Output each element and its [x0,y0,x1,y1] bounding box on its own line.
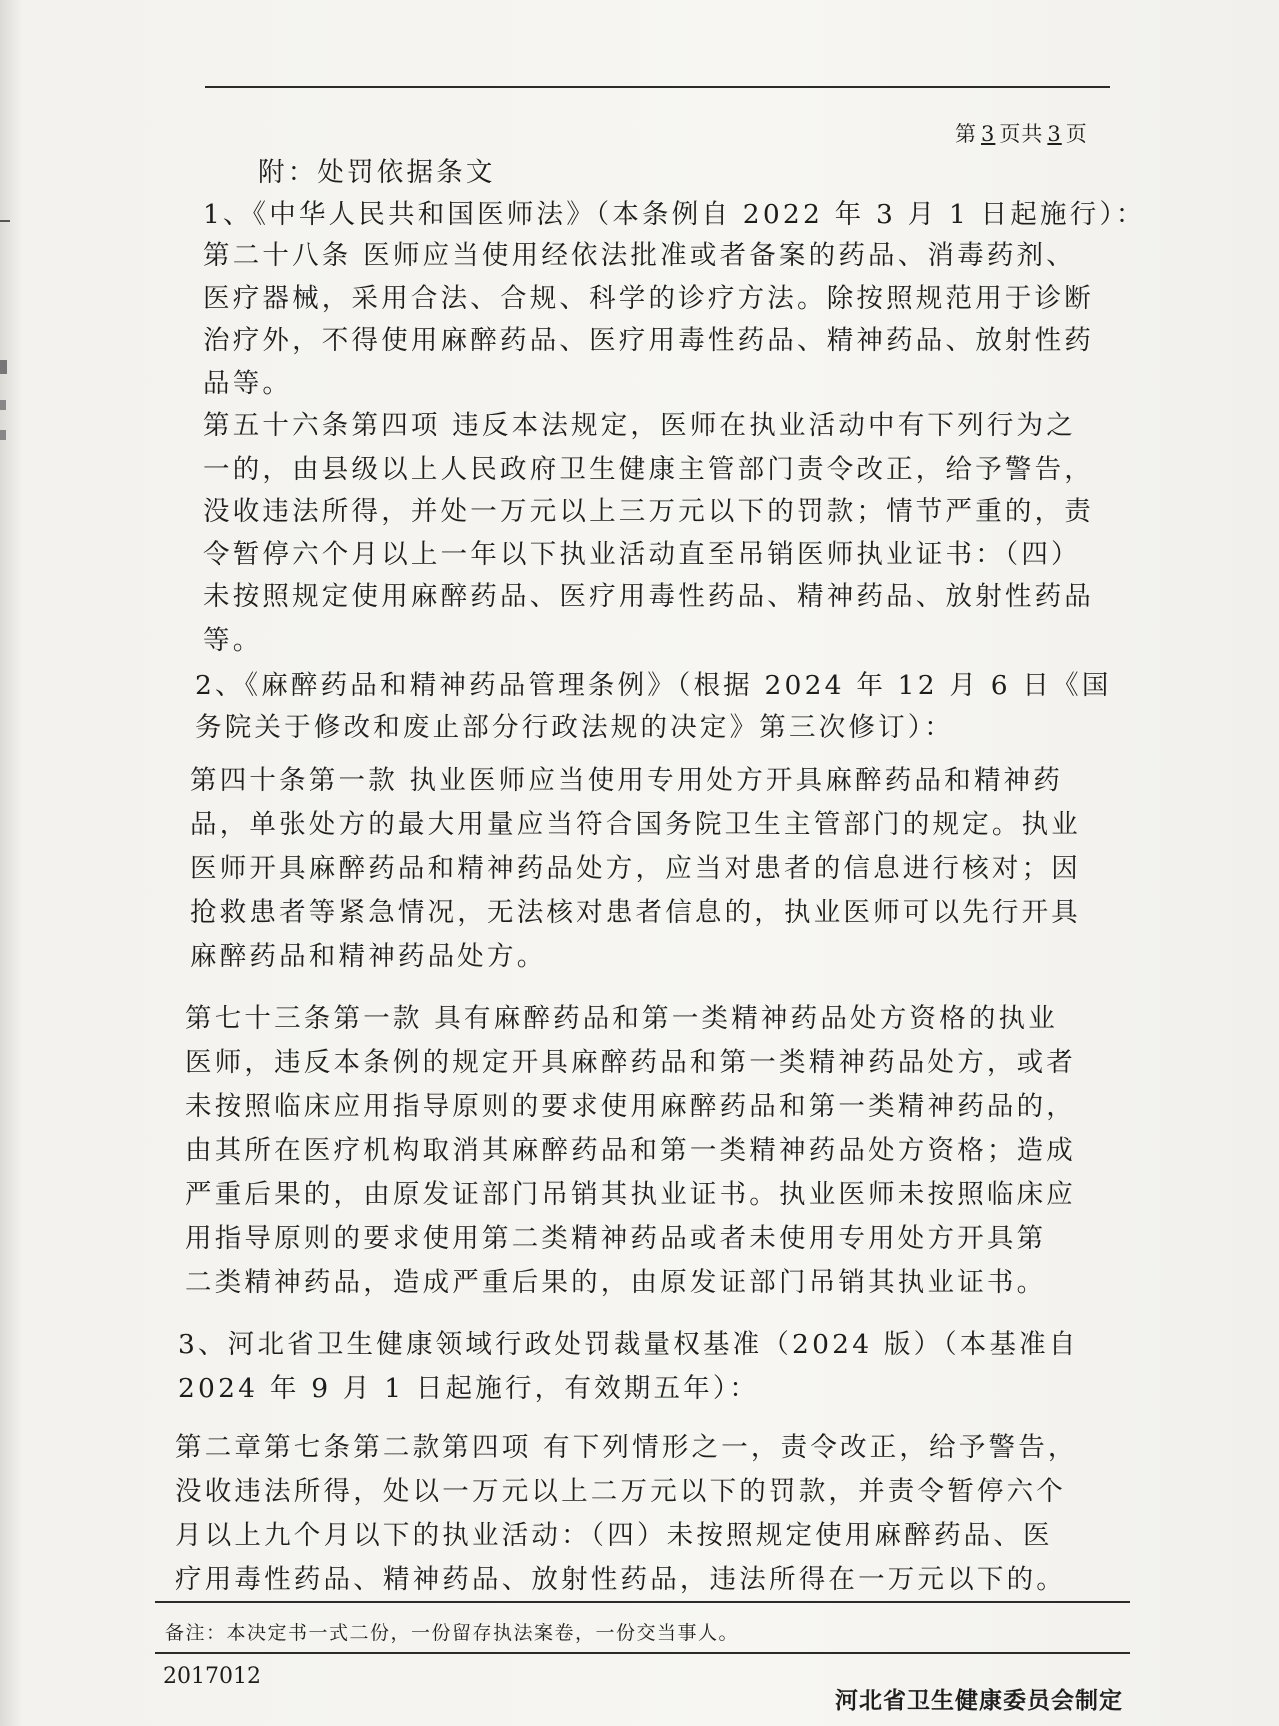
body-line: 1、《中华人民共和国医师法》（本条例自 2022 年 3 月 1 日起施行）： [203,199,1146,230]
body-line: 令暂停六个月以上一年以下执业活动直至吊销医师执业证书：（四） [203,539,1081,570]
issuer-label: 河北省卫生健康委员会制定 [835,1688,1123,1714]
body-line: 未按照规定使用麻醉药品、医疗用毒性药品、精神药品、放射性药品 [203,581,1094,612]
form-code: 2017012 [163,1664,261,1689]
scan-edge-mark [0,400,6,410]
body-line: 务院关于修改和废止部分行政法规的决定》第三次修订）： [195,712,954,743]
body-line: 抢救患者等紧急情况，无法核对患者信息的，执业医师可以先行开具 [190,897,1081,928]
body-line: 2024 年 9 月 1 日起施行，有效期五年）： [178,1373,760,1404]
scan-edge-mark [0,220,10,222]
body-line: 严重后果的，由原发证部门吊销其执业证书。执业医师未按照临床应 [185,1179,1076,1210]
body-line: 治疗外，不得使用麻醉药品、医疗用毒性药品、精神药品、放射性药 [203,325,1094,356]
body-line: 未按照临床应用指导原则的要求使用麻醉药品和第一类精神药品的， [185,1091,1076,1122]
body-line: 第七十三条第一款 具有麻醉药品和第一类精神药品处方资格的执业 [185,1003,1058,1034]
body-line: 月以上九个月以下的执业活动：（四）未按照规定使用麻醉药品、医 [175,1520,1053,1551]
scan-edge-mark [0,430,6,440]
body-line: 没收违法所得，处以一万元以上二万元以下的罚款，并责令暂停六个 [175,1476,1066,1507]
footer-rule [155,1652,1130,1654]
body-line: 医师，违反本条例的规定开具麻醉药品和第一类精神药品处方，或者 [185,1047,1076,1078]
body-line: 2、《麻醉药品和精神药品管理条例》（根据 2024 年 12 月 6 日《国 [195,670,1112,701]
body-line: 第二章第七条第二款第四项 有下列情形之一，责令改正，给予警告， [175,1432,1078,1463]
body-line: 等。 [203,625,263,656]
body-line: 二类精神药品，造成严重后果的，由原发证部门吊销其执业证书。 [185,1267,1047,1298]
body-line: 第五十六条第四项 违反本法规定，医师在执业活动中有下列行为之 [203,410,1076,441]
body-line: 由其所在医疗机构取消其麻醉药品和第一类精神药品处方资格；造成 [185,1135,1076,1166]
footer-note: 备注：本决定书一式二份，一份留存执法案卷，一份交当事人。 [165,1622,740,1644]
scan-edge-mark [0,360,7,374]
appendix-heading: 附：处罚依据条文 [258,157,496,188]
body-line: 麻醉药品和精神药品处方。 [190,941,547,972]
body-line: 医疗器械，采用合法、合规、科学的诊疗方法。除按照规范用于诊断 [203,283,1094,314]
body-line: 第四十条第一款 执业医师应当使用专用处方开具麻醉药品和精神药 [190,765,1063,796]
page-number: 第 3 页共 3 页 [955,122,1088,146]
body-line: 用指导原则的要求使用第二类精神药品或者未使用专用处方开具第 [185,1223,1047,1254]
body-line: 第二十八条 医师应当使用经依法批准或者备案的药品、消毒药剂、 [203,240,1076,271]
body-line: 疗用毒性药品、精神药品、放射性药品，违法所得在一万元以下的。 [175,1564,1066,1595]
body-line: 品，单张处方的最大用量应当符合国务院卫生主管部门的规定。执业 [190,809,1081,840]
body-line: 医师开具麻醉药品和精神药品处方，应当对患者的信息进行核对；因 [190,853,1081,884]
footer-rule [155,1601,1130,1603]
body-line: 品等。 [203,368,293,399]
body-line: 3、河北省卫生健康领域行政处罚裁量权基准（2024 版）（本基准自 [178,1329,1079,1360]
body-line: 没收违法所得，并处一万元以上三万元以下的罚款；情节严重的，责 [203,496,1094,527]
header-rule [205,86,1110,88]
body-line: 一的，由县级以上人民政府卫生健康主管部门责令改正，给予警告， [203,454,1094,485]
